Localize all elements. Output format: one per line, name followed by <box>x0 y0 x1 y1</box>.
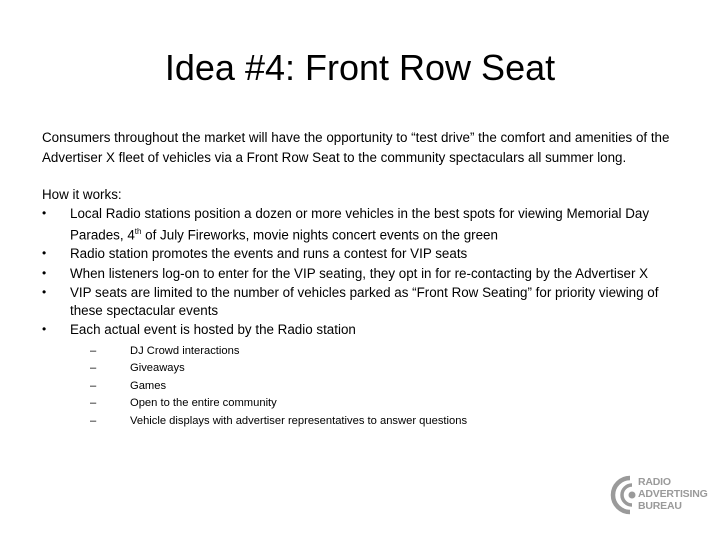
sub-bullet-text: DJ Crowd interactions <box>130 344 240 357</box>
rab-logo-line: RADIO <box>638 476 671 488</box>
bullet-text-pre: Local Radio stations position a dozen or more vehicles in the best spots for viewing Memorial Day Parades, 4 <box>70 206 650 242</box>
slide-title: Idea #4: Front Row Seat <box>164 47 556 88</box>
bullet-text: When listeners log-on to enter for the VIP seating, they opt in for re-contacting by the Advertiser X <box>70 265 649 281</box>
bullet-marker: • <box>42 265 47 280</box>
bullet-text: Radio station promotes the events and runs a contest for VIP seats <box>70 246 468 262</box>
radio-advertising-bureau-logo <box>608 472 708 520</box>
rab-logo-text <box>638 476 708 512</box>
dash-marker: – <box>90 362 97 375</box>
bullet-text: VIP seats are limited to the number of vehicles parked as “Front Row Seating” for priority viewing of these spectacular events <box>70 285 659 318</box>
rab-logo-line: BUREAU <box>638 500 682 512</box>
sub-bullet-text: Open to the entire community <box>130 397 277 410</box>
dash-marker: – <box>90 344 97 357</box>
sub-bullet-text: Giveaways <box>130 362 185 375</box>
sub-bullet-item <box>70 413 692 431</box>
sub-bullet-text: Games <box>130 379 167 392</box>
bullet-item <box>42 205 692 243</box>
sub-bullet-item <box>70 343 692 361</box>
dash-marker: – <box>90 414 97 427</box>
dash-marker: – <box>90 397 97 410</box>
bullet-item <box>42 265 692 283</box>
bullet-marker: • <box>42 206 47 220</box>
bullet-text-post: of July Fireworks, movie nights concert events on the green <box>141 226 498 242</box>
sub-bullet-item <box>70 378 692 396</box>
sub-bullet-text: Vehicle displays with advertiser representatives to answer questions <box>130 414 468 427</box>
how-it-works-heading: How it works: <box>42 187 122 202</box>
bullet-list <box>42 205 692 432</box>
sub-bullet-item <box>70 360 692 378</box>
bullet-marker: • <box>42 322 47 337</box>
bullet-item <box>42 321 692 430</box>
bullet-marker: • <box>42 285 47 300</box>
bullet-text-superscript: th <box>134 226 142 236</box>
intro-paragraph: Consumers throughout the market will have the opportunity to “test drive” the comfort and amenities of the Advertiser X fleet of vehicles via a Front Row Seat to the community spectaculars all summer long. <box>42 130 670 165</box>
sub-bullet-item <box>70 395 692 413</box>
bullet-marker: • <box>42 246 47 261</box>
bullet-text: Each actual event is hosted by the Radio station <box>70 322 356 338</box>
bullet-item <box>42 284 692 319</box>
bullet-item <box>42 245 692 263</box>
sub-bullet-list <box>70 343 692 431</box>
rab-logo-line: ADVERTISING <box>638 488 708 500</box>
dash-marker: – <box>90 379 97 392</box>
